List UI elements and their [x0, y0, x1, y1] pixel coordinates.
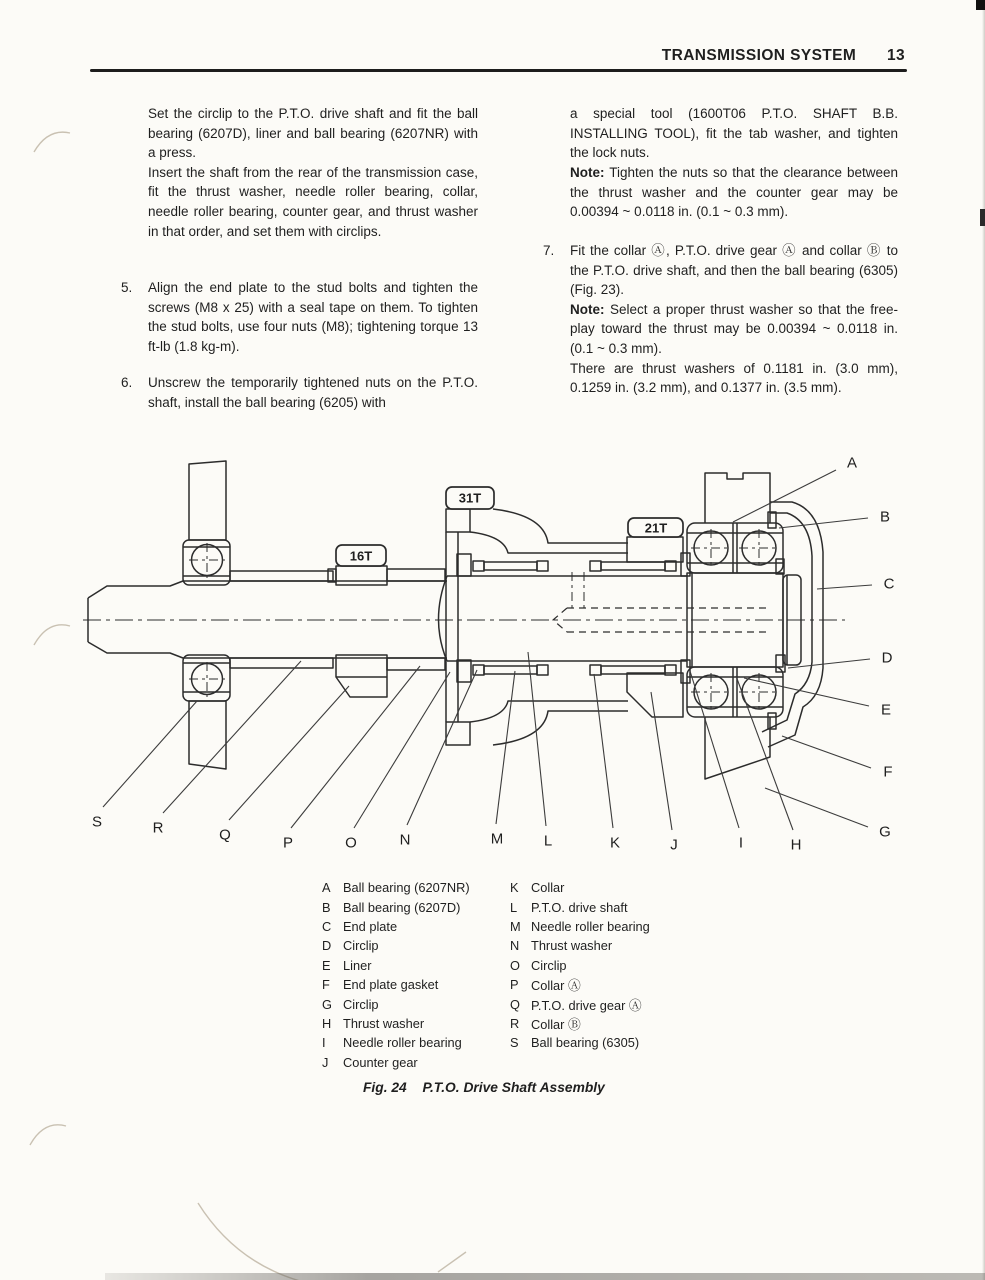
legend-label: Circlip: [343, 996, 379, 1012]
legend-label: Collar Ⓐ: [531, 978, 581, 994]
figure-title: P.T.O. Drive Shaft Assembly: [422, 1080, 605, 1095]
figure-caption: [363, 1080, 605, 1095]
callout-letter-b: B: [879, 508, 891, 526]
figure-number: Fig. 24: [363, 1080, 407, 1095]
legend-label: Thrust washer: [343, 1015, 425, 1031]
note-2-text: Select a proper thrust washer so that the free-play toward the thrust may be 0.00394 ~ 0.0118 in. (0.1 ~ 0.3 mm).: [570, 301, 898, 356]
step-7-number: 7.: [543, 243, 555, 258]
header-title: TRANSMISSION SYSTEM: [661, 47, 857, 64]
legend-label: Thrust washer: [531, 938, 613, 954]
legend-label: Counter gear: [343, 1054, 418, 1070]
legend-row: [510, 975, 700, 994]
note-1-label: Note:: [570, 165, 605, 180]
leader-line-b: [779, 518, 868, 528]
step-6-text: Unscrew the temporarily tightened nuts on the P.T.O. shaft, install the ball bearing (6205) with: [148, 375, 478, 410]
note-2-label: Note:: [570, 301, 605, 317]
callout-letter-o: O: [345, 834, 357, 852]
legend-row: [322, 917, 507, 936]
gear-label-16t: 16T: [349, 548, 373, 564]
legend-row: [322, 897, 507, 916]
legend-key: I: [322, 1035, 326, 1051]
legend-key: K: [510, 880, 519, 896]
step-6-number: 6.: [121, 375, 133, 390]
callout-letter-s: S: [91, 813, 103, 831]
pto-drive-gear-16t: [328, 566, 387, 697]
legend-row: [510, 1014, 700, 1033]
leader-line-q: [229, 686, 349, 820]
legend-key: J: [322, 1054, 329, 1070]
note-1-text: Tighten the nuts so that the clearance between the thrust washer and the counter gear may be 0.00394 ~ 0.0118 in. (0.1 ~ 0.3 mm).: [570, 165, 898, 220]
paragraph-set-circlip: Set the circlip to the P.T.O. drive shaft and fit the ball bearing (6207D), liner and ball bearing (6207NR) with a press.: [148, 106, 478, 161]
legend-row: [322, 878, 507, 897]
legend-row: [322, 1033, 507, 1052]
page-number: 13: [886, 47, 905, 64]
legend-key: G: [322, 996, 332, 1012]
leader-lines: [103, 470, 872, 830]
gear-labels: [336, 487, 683, 566]
legend-row: [322, 1053, 507, 1072]
scan-corner-mark: [976, 0, 985, 10]
callout-letter-c: C: [883, 575, 895, 593]
legend-key: C: [322, 918, 332, 934]
legend-label: Circlip: [343, 938, 379, 954]
leader-line-c: [817, 585, 872, 589]
callout-letter-d: D: [881, 649, 893, 667]
leader-line-o: [354, 672, 450, 828]
legend-label: Collar: [531, 880, 565, 896]
legend-key: D: [322, 938, 332, 954]
leader-line-a: [733, 470, 836, 522]
legend-row: [510, 1033, 700, 1052]
legend-key: H: [322, 1015, 332, 1031]
step-7-text: Fit the collar Ⓐ, P.T.O. drive gear Ⓐ and collar Ⓑ to the P.T.O. drive shaft, and then the ball bearing (6305) (Fig. 23).: [570, 243, 898, 298]
legend-label: Collar Ⓑ: [531, 1016, 581, 1032]
legend-row: [322, 975, 507, 994]
leader-line-m: [496, 671, 515, 824]
callout-letter-g: G: [879, 823, 891, 841]
legend-key: M: [510, 918, 521, 934]
legend-key: Q: [510, 996, 520, 1012]
legend-key: F: [322, 977, 330, 993]
legend-key: E: [322, 957, 331, 973]
legend-row: [510, 897, 700, 916]
legend-label: P.T.O. drive gear Ⓐ: [531, 997, 642, 1013]
legend-key: B: [322, 899, 331, 915]
step-5-text: Align the end plate to the stud bolts and tighten the screws (M8 x 25) with a seal tape on them. To tighten the stud bolts, use four nuts (M8); tightening torque 13 ft-lb (1.8 kg-m).: [148, 280, 478, 354]
callout-letter-i: I: [738, 834, 744, 852]
legend-label: Ball bearing (6305): [531, 1035, 640, 1051]
legend-row: [322, 936, 507, 955]
legend-row: [510, 936, 700, 955]
ball-bearing-6305: [183, 461, 230, 769]
callout-letter-n: N: [399, 831, 411, 849]
legend-label: Liner: [343, 957, 372, 973]
legend-column-2: [510, 878, 700, 1053]
callout-letter-l: L: [543, 832, 553, 850]
legend-row: [322, 994, 507, 1013]
scan-artifacts: [30, 132, 466, 1280]
legend-row: [322, 1014, 507, 1033]
end-plate: [762, 502, 823, 747]
leader-line-h: [736, 676, 793, 830]
legend-column-1: [322, 878, 507, 1072]
legend-key: S: [510, 1035, 519, 1051]
ball-bearings-6207: [687, 473, 801, 779]
leader-line-j: [651, 692, 672, 830]
callout-letter-k: K: [609, 834, 621, 852]
paragraph-insert-shaft: Insert the shaft from the rear of the transmission case, fit the thrust washer, needle roller bearing, collar, needle roller bearing, counter gear, and thrust washer in that order, and set them with circlips.: [148, 164, 478, 239]
legend-row: [322, 956, 507, 975]
gear-label-31t: 31T: [458, 490, 482, 506]
legend-row: [510, 878, 700, 897]
leader-line-k: [594, 674, 613, 828]
leader-line-f: [782, 736, 871, 768]
legend-key: N: [510, 938, 520, 954]
callout-letter-a: A: [846, 454, 858, 472]
legend-row: [510, 917, 700, 936]
legend-key: L: [510, 899, 518, 915]
legend-key: P: [510, 977, 519, 993]
legend-label: Ball bearing (6207NR): [343, 880, 470, 896]
callout-letter-e: E: [880, 701, 892, 719]
callout-letters: [92, 455, 895, 854]
legend-label: End plate: [343, 918, 398, 934]
legend-row: [510, 994, 700, 1013]
leader-line-n: [407, 670, 477, 825]
legend-label: Ball bearing (6207D): [343, 899, 461, 915]
leader-line-g: [765, 788, 868, 827]
legend-label: Circlip: [531, 957, 567, 973]
leader-line-i: [690, 671, 739, 828]
legend-label: End plate gasket: [343, 977, 439, 993]
scan-edge-mark: [980, 209, 985, 226]
callout-letter-r: R: [152, 819, 164, 837]
legend-key: R: [510, 1015, 520, 1031]
thrust-washer-sizes-text: There are thrust washers of 0.1181 in. (3.0 mm), 0.1259 in. (3.2 mm), and 0.1377 in. (3.5 mm).: [570, 360, 898, 396]
hidden-bore-lines: [553, 572, 770, 632]
needle-bearings-and-collars: [457, 553, 690, 683]
legend-label: P.T.O. drive shaft: [531, 899, 628, 915]
callout-letter-f: F: [883, 763, 893, 781]
legend-key: A: [322, 880, 331, 896]
step-5-number: 5.: [121, 280, 133, 295]
pto-drive-shaft-body: [439, 576, 688, 661]
leader-line-l: [528, 652, 546, 826]
step-6-continuation: a special tool (1600T06 P.T.O. SHAFT B.B. INSTALLING TOOL), fit the tab washer, and tighten the lock nuts.: [570, 106, 898, 161]
legend-label: Needle roller bearing: [531, 918, 650, 934]
callout-letter-h: H: [790, 836, 802, 854]
leader-line-p: [291, 666, 420, 828]
legend-label: Needle roller bearing: [343, 1035, 462, 1051]
legend-key: O: [510, 957, 520, 973]
callout-letter-q: Q: [219, 826, 231, 844]
counter-gear: [446, 509, 683, 745]
scan-bottom-shadow: [105, 1273, 985, 1280]
callout-letter-m: M: [490, 830, 504, 848]
legend-row: [510, 956, 700, 975]
gear-label-21t: 21T: [644, 520, 668, 536]
callout-letter-p: P: [282, 834, 294, 852]
callout-letter-j: J: [670, 836, 678, 854]
